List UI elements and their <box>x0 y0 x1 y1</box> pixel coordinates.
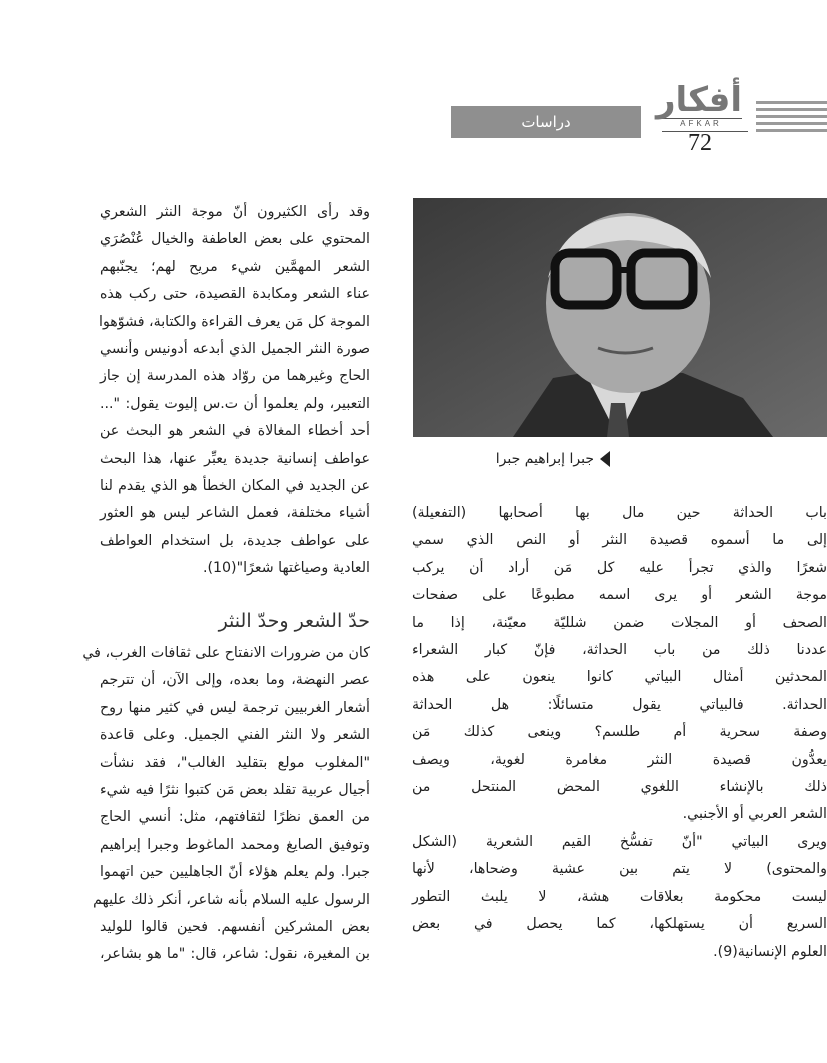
right-column <box>412 500 827 966</box>
text-line: عواطف إنسانية جديدة يعبِّر عنها، هذا البحث <box>100 450 370 467</box>
logo-latin: AFKAR <box>660 118 742 128</box>
text-line: عن الجديد في المكان الخطأ هو الذي يقدم لنا <box>100 478 370 495</box>
text-line: عصر النهضة، وما بعده، وإلى الآن، أن تترجم <box>100 672 370 689</box>
text-line: موجة الشعر أو يرى اسمه مطبوعًا على صفحات <box>412 587 827 604</box>
text-line: بن المغيرة، نقول: شاعر، قال: "ما هو بشاعر، <box>100 946 370 963</box>
text-line: المحدثين أمثال البياتي كانوا ينعون على هذه <box>412 669 827 686</box>
text-line: وصفة سحرية أم طلسم؟ وينعى كذلك مَن <box>412 724 827 741</box>
text-line: السريع أن يستهلكها، كما يحصل في بعض <box>412 916 827 933</box>
photo-caption <box>470 448 610 470</box>
text-line: والمحتوى) لا يتم بين عشية وضحاها، لأنها <box>412 861 827 878</box>
section-label: دراسات <box>451 106 641 138</box>
page-number: 72 <box>688 130 712 156</box>
text-line: العادية وصياغتها شعرًا"(10). <box>202 560 370 577</box>
text-line: التعبير، ولم يعلموا أن ت.س إليوت يقول: "... <box>100 395 370 412</box>
text-line: عناء الشعر ومكابدة القصيدة، حتى ركب هذه <box>100 286 370 303</box>
text-line: على عواطف جديدة، بل استخدام العواطف <box>100 532 370 549</box>
text-line: الصحف أو المجلات ضمن شلليّة معيّنة، إذا ما <box>412 614 827 631</box>
text-line: الشعر المهمَّين شيء مريح لهم؛ يجنّبهم <box>100 258 370 275</box>
text-line: الموجة كل مَن يعرف القراءة والكتابة، فشوّهوا <box>99 313 370 330</box>
text-line: باب الحداثة حين مال بها أصحابها (التفعيلة) <box>412 505 827 521</box>
text-line: ذلك بالإنشاء اللغوي المحض المنتحل من <box>412 779 827 796</box>
text-line: العلوم الإنسانية(9). <box>713 943 827 960</box>
text-line: أشعار الغربيين ترجمة ليس في كثير منها روح <box>100 699 370 716</box>
text-line: أجيال عربية تقلد بعض مَن كتبوا نثرًا فيه شيء <box>100 782 370 799</box>
text-line: عددنا ذلك من باب الحداثة، فإنّ كبار الشعراء <box>412 642 827 659</box>
magazine-logo <box>655 80 742 128</box>
text-line: وتوفيق الصايغ ومحمد الماغوط وجبرا إبراهيم <box>100 836 370 853</box>
text-line: الشعر العربي أو الأجنبي. <box>682 806 827 823</box>
text-line: إلى ما أسموه قصيدة النثر أو النص الذي سمي <box>412 532 827 549</box>
portrait-photo <box>413 198 827 437</box>
text-line: "المغلوب مولع بتقليد الغالب"، فقد نشأت <box>100 754 370 771</box>
text-line: ليست محكومة بعلاقات هشة، لا يلبث التطور <box>412 888 827 905</box>
text-line: ويرى البياتي "أنّ تفسُّخ القيم الشعرية (الشكل <box>412 833 827 850</box>
caption-arrow-icon <box>600 451 610 467</box>
text-line: جبرا. ولم يعلم هؤلاء أنّ الجاهليين حين اتهموا <box>100 864 370 881</box>
text-line: شعرًا والذي تجرأ عليه كل مَن أراد أن يركب <box>412 559 827 576</box>
header-stripes <box>756 101 827 136</box>
left-column-top <box>100 199 370 583</box>
text-line: المحتوي على بعض العاطفة والخيال عُنْصُرَي <box>100 231 370 248</box>
text-line: أشياء مختلفة، فعمل الشاعر ليس هو العثور <box>100 505 370 522</box>
text-line: الرسول عليه السلام بأنه شاعر، أنكر ذلك عليهم <box>93 891 370 908</box>
caption-text: جبرا إبراهيم جبرا <box>495 451 594 467</box>
text-line: صورة النثر الجميل الذي أبدعه أدونيس وأنسي <box>100 341 370 358</box>
left-column-bottom <box>82 640 370 969</box>
section-subheading: حدّ الشعر وحدّ النثر <box>218 610 370 632</box>
text-line: من العمق نظرًا لثقافتهم، مثل: أنسي الحاج <box>100 809 370 826</box>
text-line: الحداثة. فالبياتي يقول متسائلًا: هل الحداثة <box>412 696 827 713</box>
text-line: الشعر ولا النثر الفني الجميل. وعلى قاعدة <box>100 727 370 744</box>
text-line: يعدُّون قصيدة النثر مغامرة لغوية، ويصف <box>412 751 827 768</box>
logo-arabic: أفكار <box>655 80 742 120</box>
text-line: كان من ضرورات الانفتاح على ثقافات الغرب، في <box>82 645 370 661</box>
text-line: بعض المشركين أنفسهم. فحين قالوا للوليد <box>100 919 370 936</box>
text-line: وقد رأى الكثيرون أنّ موجة النثر الشعري <box>100 204 370 220</box>
text-line: الحاج وغيرهما من روّاد هذه المدرسة إن جاز <box>100 368 370 385</box>
text-line: أحد أخطاء المغالاة في الشعر هو البحث عن <box>100 423 370 440</box>
